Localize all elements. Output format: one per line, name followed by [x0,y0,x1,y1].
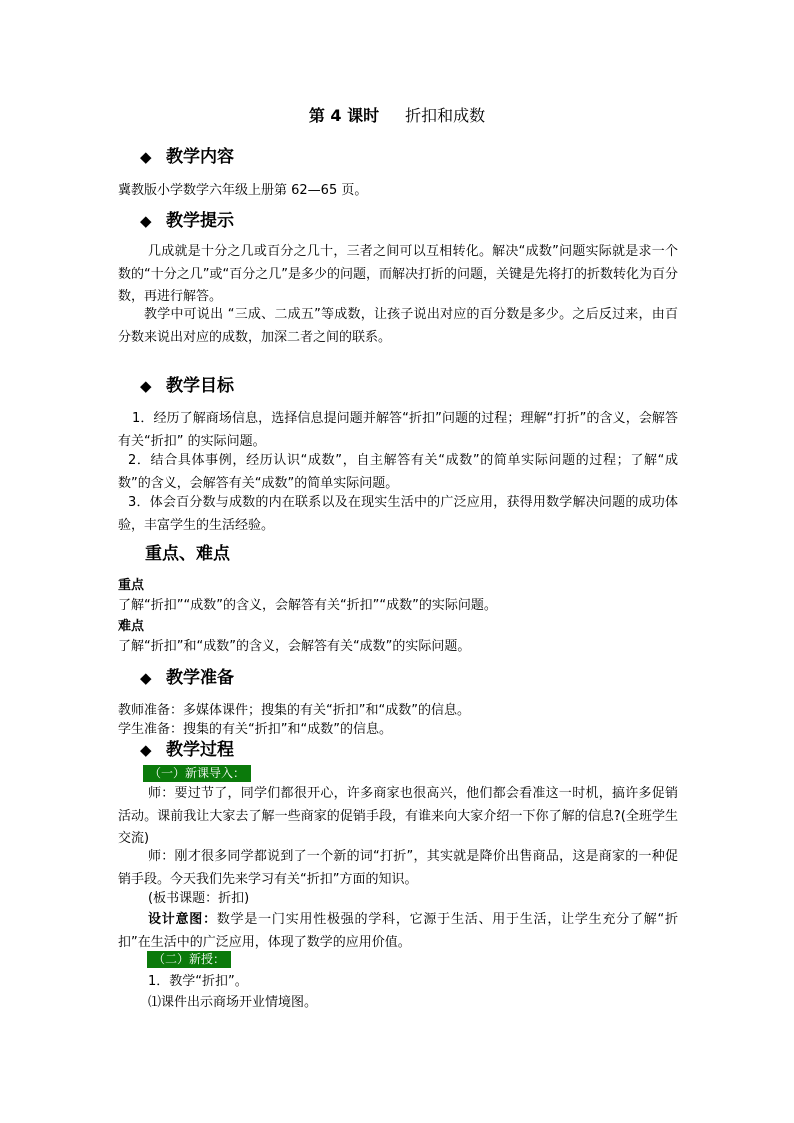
key-label: 重点 [118,578,145,593]
hint-paragraph-2: 教学中可说出 “三成、二成五”等成数，让孩子说出对应的百分数是多少。之后反过来，由百分数来说出对应的成数，加深二者之间的联系。 [118,307,678,345]
section-tag-intro: （一）新课导入： [143,765,251,782]
diamond-bullet-icon: ◆ [140,669,152,687]
heading-teaching-content: ◆ 教学内容 [140,147,234,167]
new-lesson-item-1-1: ⑴课件出示商场开业情境图。 [148,995,318,1010]
heading-teaching-goals: ◆ 教学目标 [140,376,234,396]
heading-teaching-process: ◆ 教学过程 [140,740,234,760]
section-tag-new-lesson: （二）新授： [147,951,231,968]
hint-paragraph-1: 几成就是十分之几或百分之几十，三者之间可以互相转化。解决“成数”问题实际就是求一个数的“十分之几”或“百分之几”是多少的问题，而解决打折的问题，关键是先将打的折数转化为百分数，再进行解答。 [118,244,678,304]
intro-paragraph-1: 师：要过节了，同学们都很开心，许多商家也很高兴，他们都会看准这一时机，搞许多促销活动。课前我让大家去了解一些商家的促销手段，有谁来向大家介绍一下你了解的信息?(全班学生交流) [118,786,678,846]
lesson-number: 第 4 课时 [308,106,380,125]
goal-item-1: 1．经历了解商场信息，选择信息提问题并解答“折扣”问题的过程；理解“打折”的含义，会解答有关“折扣” 的实际问题。 [118,411,678,449]
difficult-label: 难点 [118,619,145,634]
heading-key-difficult: 重点、难点 [145,544,230,564]
intro-paragraph-3: (板书课题：折扣) [148,891,250,906]
design-intent-text: 数学是一门实用性极强的学科，它源于生活、用于生活，让学生充分了解“折扣”在生活中的广泛应用，体现了数学的应用价值。 [118,912,678,950]
lesson-topic: 折扣和成数 [405,106,486,125]
difficult-text: 了解“折扣”和“成数”的含义，会解答有关“成数”的实际问题。 [118,639,471,654]
design-intent-paragraph [118,909,678,954]
teaching-content-text: 冀教版小学数学六年级上册第 62—65 页。 [118,183,368,198]
diamond-bullet-icon: ◆ [140,212,152,230]
goal-item-2: 2．结合具体事例，经历认识“成数”，自主解答有关“成数”的简单实际问题的过程；了解“成数”的含义，会解答有关“成数”的简单实际问题。 [118,453,678,491]
intro-paragraph-2: 师：刚才很多同学都说到了一个新的词“打折”，其实就是降价出售商品，这是商家的一种促销手段。今天我们先来学习有关“折扣”方面的知识。 [118,849,678,887]
goal-item-3: 3．体会百分数与成数的内在联系以及在现实生活中的广泛应用，获得用数学解决问题的成功体验，丰富学生的生活经验。 [118,495,678,533]
prep-student-text: 学生准备：搜集的有关“折扣”和“成数”的信息。 [118,722,392,737]
design-intent-label: 设计意图： [148,912,217,927]
diamond-bullet-icon: ◆ [140,741,152,759]
page-title [0,105,794,127]
diamond-bullet-icon: ◆ [140,377,152,395]
heading-teaching-prep: ◆ 教学准备 [140,668,234,688]
new-lesson-item-1: 1．教学“折扣”。 [148,974,248,989]
heading-teaching-hint: ◆ 教学提示 [140,211,234,231]
diamond-bullet-icon: ◆ [140,148,152,166]
key-text: 了解“折扣”“成数”的含义，会解答有关“折扣”“成数”的实际问题。 [118,598,497,613]
prep-teacher-text: 教师准备：多媒体课件；搜集的有关“折扣”和“成数”的信息。 [118,703,470,718]
